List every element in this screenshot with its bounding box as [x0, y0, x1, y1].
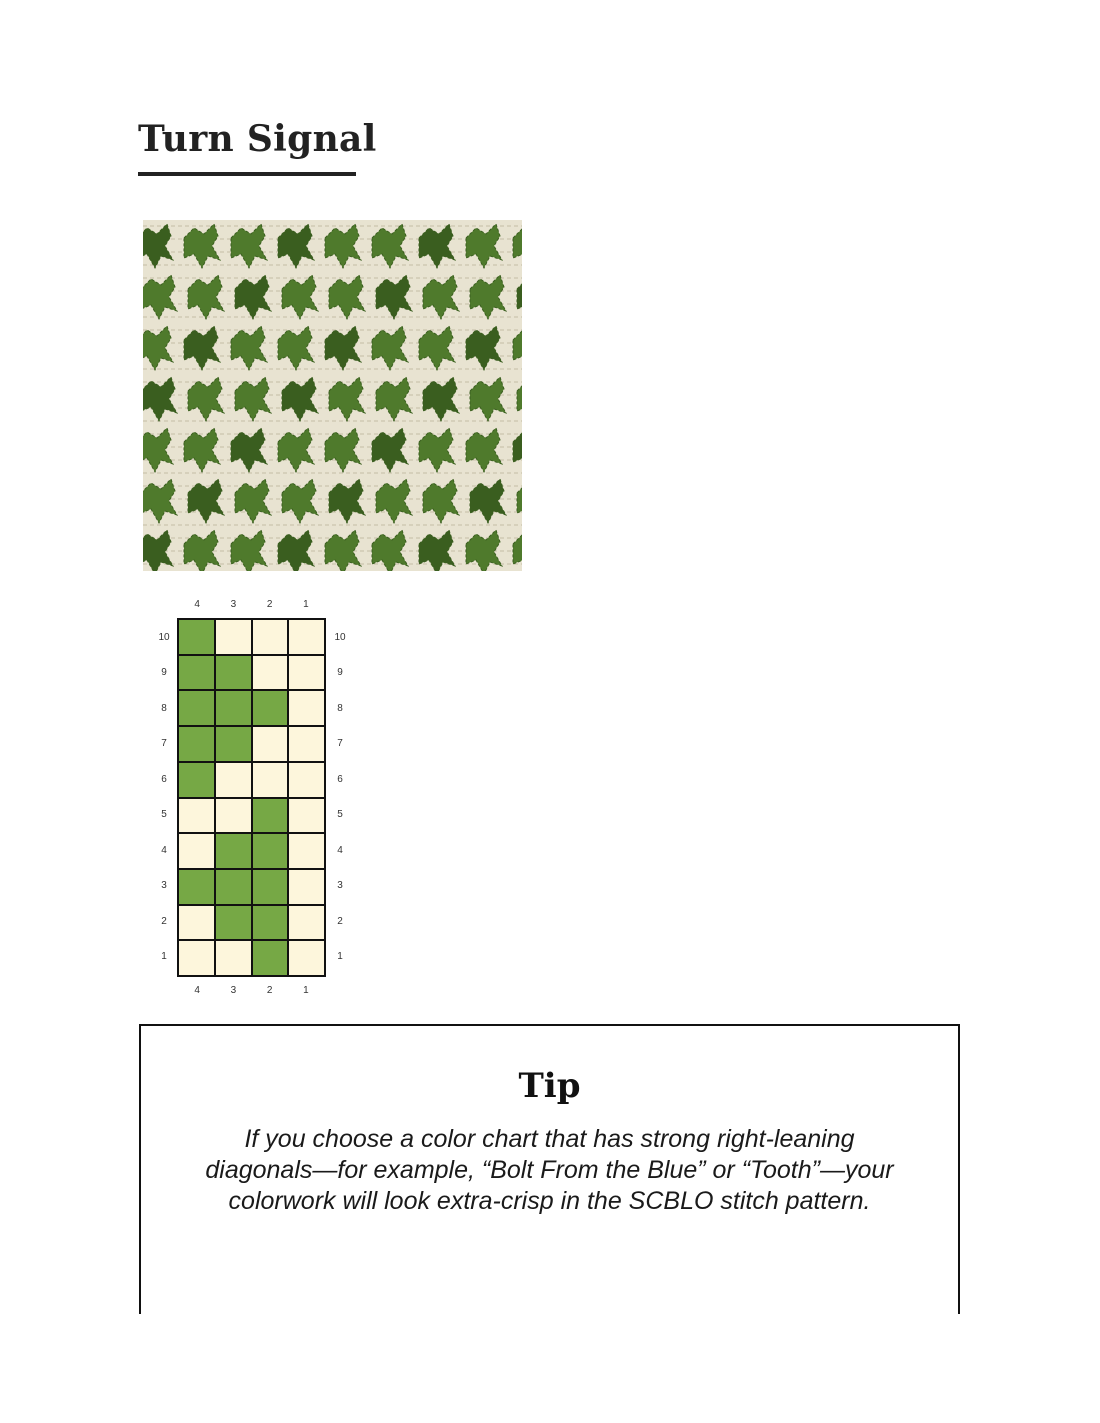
row-label-right: 6	[337, 773, 343, 785]
tip-heading: Tip	[518, 1066, 581, 1106]
row-label-right: 7	[337, 738, 343, 750]
row-label-left: 6	[161, 773, 167, 785]
chart-cell-r3-c3	[216, 870, 251, 904]
row-label-left: 4	[161, 844, 167, 856]
chart-cell-r10-c4	[179, 620, 214, 654]
row-label-left: 7	[161, 738, 167, 750]
chart-cell-r7-c4	[179, 727, 214, 761]
row-label-left: 10	[158, 631, 170, 643]
chart-cell-r3-c1	[289, 870, 324, 904]
row-label-left: 5	[161, 809, 167, 821]
chart-cell-r9-c2	[253, 656, 288, 690]
row-label-right: 9	[337, 667, 343, 679]
chart-cell-r10-c1	[289, 620, 324, 654]
chart-grid	[177, 618, 326, 977]
chart-cell-r6-c4	[179, 763, 214, 797]
chart-cell-r1-c2	[253, 941, 288, 975]
chart-cell-r8-c1	[289, 691, 324, 725]
chart-cell-r5-c2	[253, 799, 288, 833]
chart-cell-r2-c4	[179, 906, 214, 940]
row-label-right: 8	[337, 702, 343, 714]
tip-box	[139, 1024, 960, 1314]
chart-cell-r5-c3	[216, 799, 251, 833]
tip-body: If you choose a color chart that has strong right-leaning diagonals—for example, “Bolt From the Blue” or “Tooth”—your colorwork will look extra-crisp in the SCBLO stitch pattern.	[205, 1125, 894, 1215]
column-label-bottom: 2	[266, 985, 273, 996]
chart-cell-r7-c3	[216, 727, 251, 761]
row-label-right: 5	[337, 809, 343, 821]
colorwork-chart	[150, 592, 360, 1004]
row-label-left: 2	[161, 915, 167, 927]
chart-cell-r7-c1	[289, 727, 324, 761]
column-label-bottom: 1	[303, 985, 309, 996]
row-label-right: 10	[334, 631, 346, 643]
chart-cell-r3-c2	[253, 870, 288, 904]
chart-cell-r1-c4	[179, 941, 214, 975]
chart-cell-r8-c4	[179, 691, 214, 725]
column-label-top: 3	[230, 599, 237, 610]
chart-cell-r2-c1	[289, 906, 324, 940]
chart-cell-r6-c3	[216, 763, 251, 797]
chart-cell-r1-c1	[289, 941, 324, 975]
chart-cell-r9-c3	[216, 656, 251, 690]
row-label-right: 4	[337, 844, 343, 856]
chart-cell-r5-c4	[179, 799, 214, 833]
chart-cell-r9-c1	[289, 656, 324, 690]
crochet-swatch-photo	[143, 220, 522, 571]
row-label-left: 1	[161, 951, 167, 963]
swatch-pattern	[143, 220, 522, 571]
column-label-top: 1	[303, 599, 309, 610]
chart-cell-r6-c1	[289, 763, 324, 797]
chart-cell-r4-c1	[289, 834, 324, 868]
column-label-top: 4	[194, 599, 200, 610]
chart-cell-r6-c2	[253, 763, 288, 797]
chart-cell-r4-c4	[179, 834, 214, 868]
chart-cell-r5-c1	[289, 799, 324, 833]
chart-cell-r8-c2	[253, 691, 288, 725]
chart-cell-r4-c2	[253, 834, 288, 868]
row-label-left: 8	[161, 702, 167, 714]
chart-cell-r1-c3	[216, 941, 251, 975]
chart-cell-r3-c4	[179, 870, 214, 904]
row-label-right: 3	[337, 880, 343, 892]
column-label-top: 2	[266, 599, 273, 610]
chart-cell-r2-c2	[253, 906, 288, 940]
chart-cell-r8-c3	[216, 691, 251, 725]
page-title: Turn Signal	[138, 118, 377, 160]
chart-cell-r7-c2	[253, 727, 288, 761]
column-label-bottom: 3	[230, 985, 237, 996]
chart-cell-r4-c3	[216, 834, 251, 868]
chart-cell-r2-c3	[216, 906, 251, 940]
row-label-right: 1	[337, 951, 343, 963]
chart-cell-r10-c3	[216, 620, 251, 654]
row-label-left: 9	[161, 667, 167, 679]
column-label-bottom: 4	[194, 985, 200, 996]
row-label-left: 3	[161, 880, 167, 892]
row-label-right: 2	[337, 915, 343, 927]
chart-cell-r10-c2	[253, 620, 288, 654]
title-underline	[138, 172, 356, 176]
chart-cell-r9-c4	[179, 656, 214, 690]
